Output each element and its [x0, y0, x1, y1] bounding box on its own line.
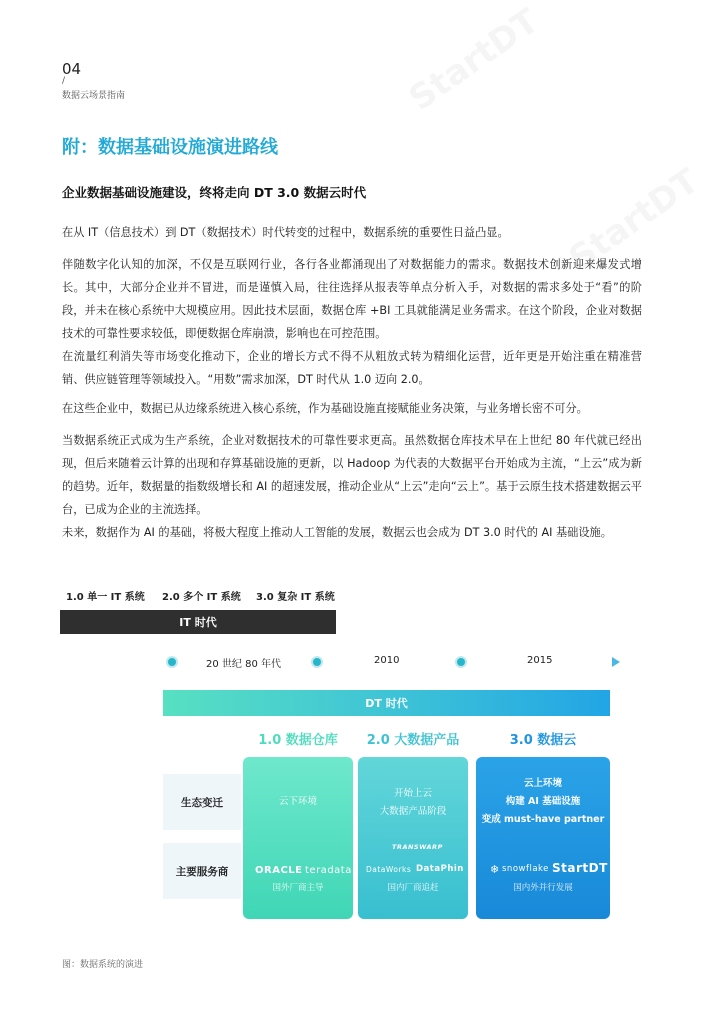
- snowflake-logo: snowflake: [502, 864, 549, 874]
- timeline-dot: [166, 656, 178, 668]
- timeline-arrow-icon: [612, 657, 620, 667]
- subtitle: 企业数据基础设施建设，终将走向 DT 3.0 数据云时代: [62, 185, 367, 200]
- oracle-logo: ORACLE: [255, 865, 303, 876]
- stage-card-data-cloud: [476, 757, 610, 919]
- paragraph: 未来，数据作为 AI 的基础，将极大程度上推动人工智能的发展，数据云也会成为 DT 3.0 时代的 AI 基础设施。: [62, 526, 612, 539]
- figure-caption: 图：数据系统的演进: [62, 960, 144, 970]
- paragraph: 伴随数字化认知的加深，不仅是互联网行业，各行各业都涌现出了对数据能力的需求。数据技术创新迎来爆发式增长。其中，大部分企业并不冒进，而是谨慎入局，往往选择从报表等单点分析入手，对数据的需求多处于“看”的阶段，并未在核心系统中大规模应用。因此技术层面，数据仓库 +BI 工具就能满足业务需求。在这个阶段，企业对数据技术的可靠性要求较低，即便数据仓库崩溃，影响也在可控范围。: [62, 258, 642, 340]
- column-title: 3.0 数据云: [509, 733, 577, 748]
- card-caption: 国外厂商主导: [272, 883, 324, 893]
- transwarp-logo: TRANSWARP: [392, 843, 443, 851]
- timeline-dot: [455, 656, 467, 668]
- row-label: 生态变迁: [163, 774, 241, 830]
- timeline-label: 2010: [370, 655, 403, 666]
- column-title: 2.0 大数据产品: [366, 733, 460, 748]
- card-description: 开始上云: [393, 788, 432, 799]
- paragraph: 在流量红利消失等市场变化推动下，企业的增长方式不得不从粗放式转为精细化运营，近年更是开始注重在精准营销、供应链管理等领域投入。“用数”需求加深，DT 时代从 1.0 迈向 2.0。: [62, 350, 642, 386]
- paragraph: 当数据系统正式成为生产系统，企业对数据技术的可靠性要求更高。虽然数据仓库技术早在上世纪 80 年代就已经出现，但后来随着云计算的出现和存算基础设施的更新，以 Hadoop 为代表的大数据平台开始成为主流，“上云”成为新的趋势。近年，数据量的指数级增长和 AI 的超速发展，推动企业从“上云”走向“云上”。基于云原生技术搭建数据云平台，已成为企业的主流选择。: [62, 434, 642, 516]
- watermark: [402, 1, 546, 119]
- card-caption: 国内外并行发展: [513, 883, 573, 893]
- paragraph: 在这些企业中，数据已从边缘系统进入核心系统，作为基础设施直接赋能业务决策，与业务增长密不可分。: [62, 402, 588, 415]
- timeline-dot: [311, 656, 323, 668]
- it-stage-label: 2.0 多个 IT 系统: [162, 592, 241, 603]
- teradata-logo: teradata.: [305, 865, 356, 876]
- timeline-label: 20 世纪 80 年代: [202, 655, 285, 670]
- card-description: 构建 AI 基础设施: [505, 796, 581, 807]
- card-caption: 国内厂商追赶: [387, 883, 439, 893]
- startdt-logo: StartDT: [552, 861, 608, 875]
- timeline-label: 2015: [523, 655, 556, 666]
- dataphin-logo: DataPhin: [416, 864, 464, 874]
- stage-card-big-data: [358, 757, 468, 919]
- stage-card-data-warehouse: [243, 757, 356, 919]
- card-description: 云上环境: [523, 778, 562, 789]
- snowflake-icon: ❄: [490, 863, 500, 876]
- card-description: 云下环境: [278, 796, 317, 807]
- paragraph: 在从 IT（信息技术）到 DT（数据技术）时代转变的过程中，数据系统的重要性日益凸显。: [62, 226, 509, 239]
- page-title: 附：数据基础设施演进路线: [62, 137, 278, 158]
- card-description: 变成 must-have partner: [481, 814, 605, 825]
- page-number: 04: [62, 60, 82, 78]
- column-title: 1.0 数据仓库: [258, 733, 338, 748]
- section-name: 数据云场景指南: [62, 91, 126, 101]
- dataworks-logo: DataWorks: [366, 865, 412, 874]
- it-era-bar: IT 时代: [60, 610, 336, 634]
- card-description: 大数据产品阶段: [379, 806, 447, 817]
- it-stage-label: 3.0 复杂 IT 系统: [256, 592, 335, 603]
- header-slash: /: [62, 76, 66, 86]
- row-label: 主要服务商: [163, 843, 241, 899]
- it-stage-label: 1.0 单一 IT 系统: [66, 592, 145, 603]
- dt-era-bar: DT 时代: [163, 690, 610, 716]
